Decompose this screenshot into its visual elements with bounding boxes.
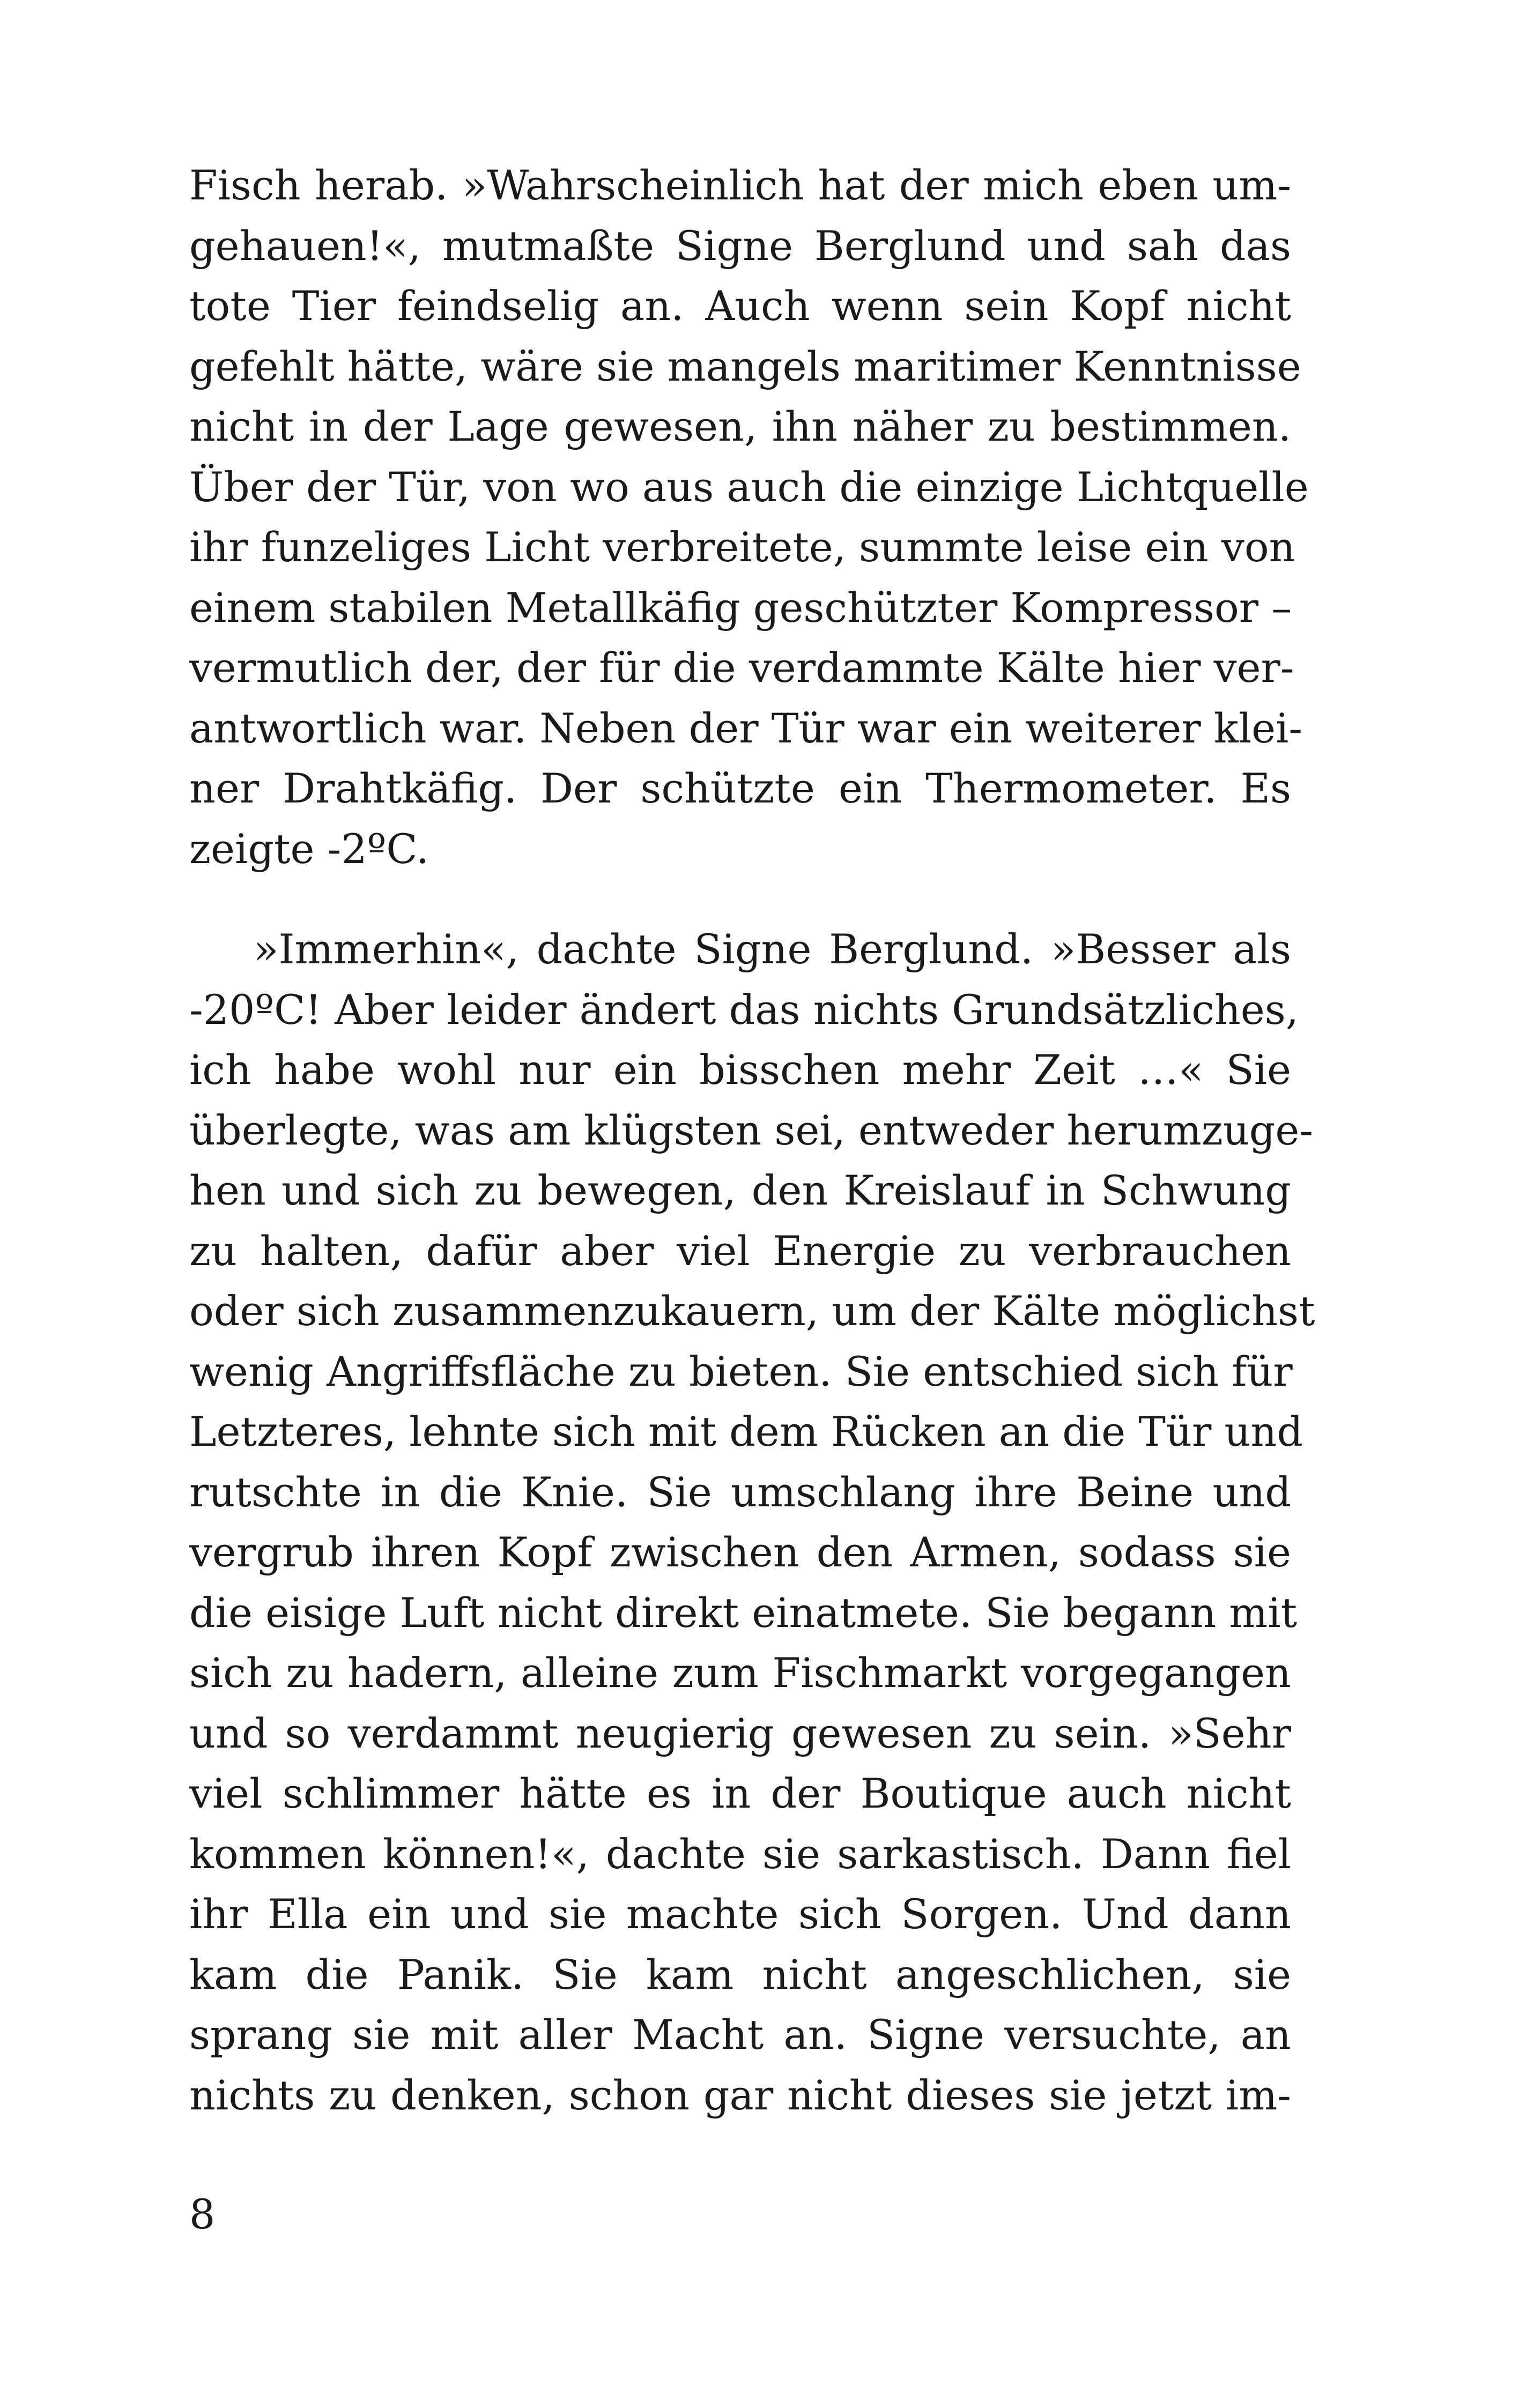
text-line: hen und sich zu bewegen, den Kreislauf in Schwung bbox=[189, 1166, 1291, 1214]
text-line: ihr Ella ein und sie machte sich Sorgen. Und dann bbox=[189, 1890, 1291, 1938]
text-line: vermutlich der, der für die verdammte Kälte hier ver- bbox=[189, 644, 1294, 692]
text-line: nicht in der Lage gewesen, ihn näher zu bestimmen. bbox=[189, 403, 1291, 450]
text-line: »Immerhin«, dachte Signe Berglund. »Besser als bbox=[254, 925, 1291, 973]
text-line: antwortlich war. Neben der Tür war ein weiterer klei- bbox=[189, 704, 1303, 752]
text-line: ihr funzeliges Licht verbreitete, summte leise ein von bbox=[189, 523, 1295, 571]
text-line: die eisige Luft nicht direkt einatmete. Sie begann mit bbox=[189, 1588, 1298, 1637]
text-line: -20ºC! Aber leider ändert das nichts Grundsätzliches, bbox=[189, 985, 1299, 1034]
text-line: zeigte -2ºC. bbox=[189, 824, 429, 873]
text-line: ner Drahtkäfig. Der schützte ein Thermometer. Es bbox=[189, 764, 1291, 812]
text-line: oder sich zusammenzukauern, um der Kälte möglichst bbox=[189, 1287, 1315, 1335]
page-number: 8 bbox=[189, 2190, 216, 2238]
text-line: ich habe wohl nur ein bisschen mehr Zeit …« Sie bbox=[189, 1046, 1291, 1094]
text-line: nichts zu denken, schon gar nicht dieses sie jetzt im- bbox=[189, 2071, 1291, 2119]
paragraph-gap bbox=[189, 879, 1291, 919]
text-line: sprang sie mit aller Macht an. Signe versuchte, an bbox=[189, 2011, 1291, 2058]
text-line: rutschte in die Knie. Sie umschlang ihre Beine und bbox=[189, 1468, 1291, 1516]
text-line: zu halten, dafür aber viel Energie zu verbrauchen bbox=[189, 1227, 1291, 1275]
text-line: kam die Panik. Sie kam nicht angeschlichen, sie bbox=[189, 1950, 1291, 1998]
text-line: gehauen!«, mutmaßte Signe Berglund und sah das bbox=[189, 221, 1291, 270]
body-text bbox=[189, 155, 1315, 2125]
text-line: gefehlt hätte, wäre sie mangels maritimer Kenntnisse bbox=[189, 342, 1301, 390]
paragraph-1 bbox=[189, 155, 1309, 879]
text-line: vergrub ihren Kopf zwischen den Armen, sodass sie bbox=[189, 1528, 1291, 1576]
text-line: viel schlimmer hätte es in der Boutique auch nicht bbox=[189, 1770, 1291, 1817]
text-line: und so verdammt neugierig gewesen zu sein. »Sehr bbox=[189, 1709, 1291, 1757]
text-line: Letzteres, lehnte sich mit dem Rücken an die Tür und bbox=[189, 1408, 1303, 1455]
text-line: tote Tier feindselig an. Auch wenn sein Kopf nicht bbox=[189, 282, 1291, 330]
text-line: überlegte, was am klügsten sei, entweder herumzuge- bbox=[189, 1106, 1314, 1154]
text-line: Über der Tür, von wo aus auch die einzige Lichtquelle bbox=[189, 463, 1309, 511]
text-line: wenig Angriffsfläche zu bieten. Sie entschied sich für bbox=[189, 1347, 1293, 1395]
text-line: einem stabilen Metallkäfig geschützter Kompressor – bbox=[189, 583, 1292, 631]
paragraph-2 bbox=[189, 919, 1315, 2125]
text-line: kommen können!«, dachte sie sarkastisch. Dann fiel bbox=[189, 1830, 1291, 1878]
text-line: sich zu hadern, alleine zum Fischmarkt vorgegangen bbox=[189, 1649, 1291, 1697]
text-line: Fisch herab. »Wahrscheinlich hat der mich eben um- bbox=[189, 161, 1291, 209]
